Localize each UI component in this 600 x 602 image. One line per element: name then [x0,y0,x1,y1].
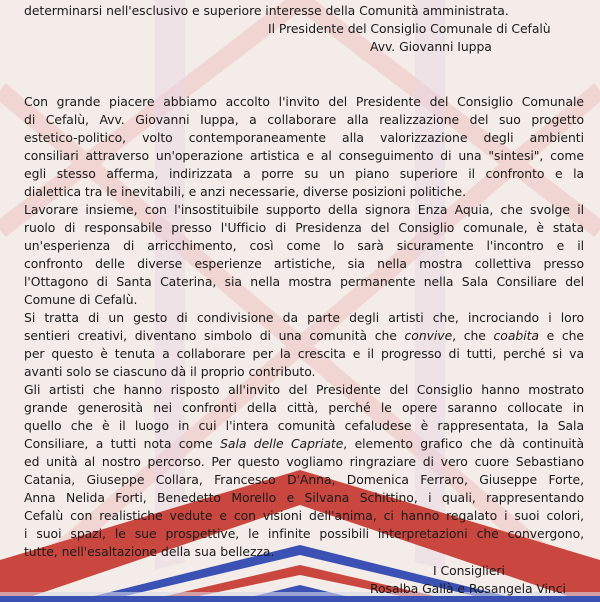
body-line: Si tratta di un gesto di condivisione da parte degli artisti che, incrociando i loro [24,310,584,325]
body-text: sentieri creativi, diventano simbolo di una comunità che [24,328,397,343]
intro-signature-title: Il Presidente del Consiglio Comunale di Cefalù [268,21,551,36]
body-line: Gli artisti che hanno risposto all'invito del Presidente del Consiglio hanno mostrato [24,382,584,397]
body-line: Comune di Cefalù. [24,292,138,307]
body-line: ruolo di responsabile presso l'Ufficio di Presidenza del Consiglio comunale, è stata [24,220,584,235]
body-italic: coabita [493,328,539,343]
body-line: egli stesso afferma, indirizzata a porre su un piano superiore il confronto e la [24,166,584,181]
body-line: quello che è il luogo in cui l'intera comunità cefaludese è rappresentata, la Sala [24,418,584,433]
body-line: estetico-politico, volto contemporaneamente alla valorizzazione degli ambienti [24,130,584,145]
body-line: i suoi spazi, le sue prospettive, le infinite possibili interpretazioni che convergono, [24,526,584,541]
body-line: Con grande piacere abbiamo accolto l'invito del Presidente del Consiglio Comunale [24,94,584,109]
intro-closing-line: determinarsi nell'esclusivo e superiore interesse della Comunità amministrata. [24,3,509,18]
body-line: consiliari attraverso un'operazione artistica e al conseguimento di una "sintesi", come [24,148,584,163]
body-line: Lavorare insieme, con l'insostituibile supporto della signora Enza Aquia, che svolge il [24,202,584,217]
intro-signature-name: Avv. Giovanni Iuppa [370,39,492,54]
body-line: Anna Nelida Forti, Benedetto Morello e Silvana Schittino, i quali, rappresentando [24,490,584,505]
body-line: ed unità al nostro percorso. Per questo vogliamo ringraziare di vero cuore Sebastiano [24,454,584,469]
body-line: tutte, nell'esaltazione della sua bellezza. [24,544,275,559]
body-line: confronto delle diverse esperienze artistiche, sia nella mostra collettiva presso [24,256,584,271]
body-line: Catania, Giuseppe Collara, Francesco D'Anna, Domenica Ferraro, Giuseppe Forte, [24,472,584,487]
body-line-mixed [24,435,584,452]
signature-title: I Consiglieri [433,563,505,578]
body-text: , elemento grafico che dà continuità [343,436,585,451]
body-line: avanti solo se ciascuno dà il proprio contributo. [24,364,316,379]
body-text: e che [538,328,584,343]
body-text: , che [452,328,486,343]
body-italic: convive [404,328,453,343]
body-line: per questo è tenuta a collaborare per la crescita e il progresso di tutti, perché si va [24,346,584,361]
signature-names: Rosalba Gallà e Rosangela Vinci [370,581,566,596]
body-line: di Cefalù, Avv. Giovanni Iuppa, a collaborare alla realizzazione del suo progetto [24,112,584,127]
body-line: Cefalù con realistiche vedute e con visioni dell'anima, ci hanno regalato i suoi colori, [24,508,584,523]
body-text: Consiliare, a tutti nota come [24,436,213,451]
body-line: l'Ottagono di Santa Caterina, sia nella mostra permanente nella Sala Consiliare del [24,274,584,289]
body-line: grande generosità nei confronti della città, perché le opere saranno collocate in [24,400,584,415]
body-italic: Sala delle Capriate [220,436,344,451]
body-line: un'esperienza di arricchimento, così come lo sarà sicuramente l'incontro e il [24,238,584,253]
body-line: dialettica tra le inevitabili, e anzi necessarie, diverse posizioni politiche. [24,184,466,199]
body-line-mixed [24,327,584,344]
